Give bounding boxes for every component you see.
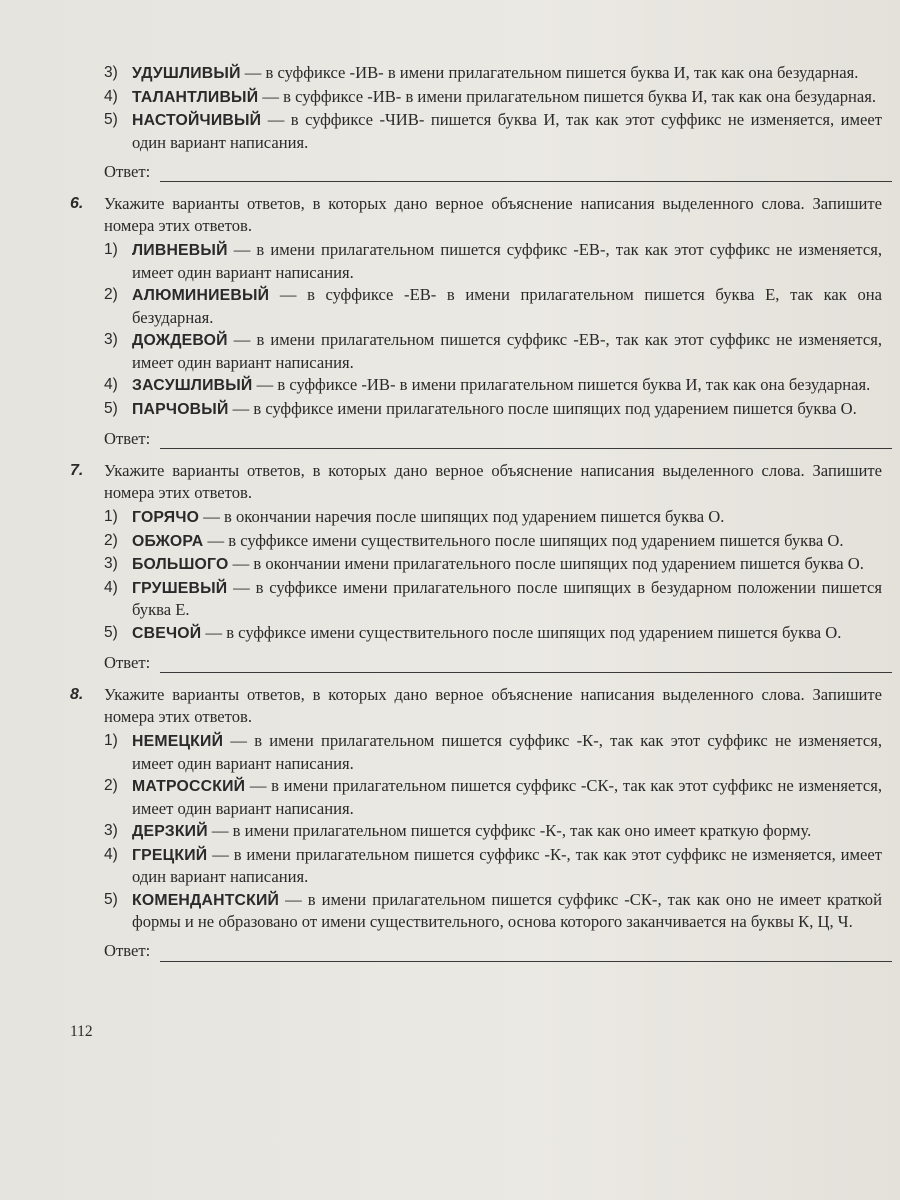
answer-option: 1) ГОРЯЧО — в окончании наречия после шипящих под ударением пишется буква О. xyxy=(104,507,725,526)
highlighted-word: ДЕРЗКИЙ xyxy=(132,823,208,840)
answer-option: 5) СВЕЧОЙ — в суффиксе имени существительного после шипящих под ударением пишется буква О. xyxy=(104,622,842,642)
page-number: 112 xyxy=(70,1023,93,1040)
highlighted-word: ОБЖОРА xyxy=(132,532,204,550)
highlighted-word: ЗАСУШЛИВЫЙ xyxy=(132,377,253,394)
task-number: 8. xyxy=(70,686,84,703)
answer-option: 4) ГРУШЕВЫЙ — в суффиксе имени прилагательного после шипящих в безударном положении пишется буква Е. xyxy=(104,577,882,619)
highlighted-word: ЛИВНЕВЫЙ xyxy=(132,242,228,259)
highlighted-word: ГРЕЦКИЙ xyxy=(132,846,208,864)
highlighted-word: ПАРЧОВЫЙ xyxy=(132,400,229,418)
answer-input-line[interactable] xyxy=(160,945,892,962)
answer-option: 1) НЕМЕЦКИЙ — в имени прилагательном пишется суффикс -К-, так как этот суффикс не изменяется, имеет один вариант написания. xyxy=(104,731,882,773)
highlighted-word: СВЕЧОЙ xyxy=(132,624,202,642)
highlighted-word: КОМЕНДАНТСКИЙ xyxy=(132,891,280,909)
answer-line: Ответ: xyxy=(70,940,882,962)
answer-option: 3) ДЕРЗКИЙ — в имени прилагательном пишется суффикс -К-, так как оно имеет краткую форму. xyxy=(104,821,812,840)
answer-option: 4) ГРЕЦКИЙ — в имени прилагательном пишется суффикс -К-, так как этот суффикс не изменяется, имеет один вариант написания. xyxy=(104,844,882,886)
answer-option: 2) АЛЮМИНИЕВЫЙ — в суффиксе -ЕВ- в имени прилагательном пишется буква Е, так как она безударная. xyxy=(104,285,882,327)
task-number: 6. xyxy=(70,195,84,212)
task-prompt: 6. Укажите варианты ответов, в которых дано верное объяснение написания выделенного слова. Запишите номера этих ответов. xyxy=(70,194,882,235)
answer-option: 4) ЗАСУШЛИВЫЙ — в суффиксе -ИВ- в имени прилагательном пишется буква И, так как она безударная. xyxy=(104,375,871,394)
task-prompt: 8. Укажите варианты ответов, в которых дано верное объяснение написания выделенного слова. Запишите номера этих ответов. xyxy=(70,685,882,726)
highlighted-word: НАСТОЙЧИВЫЙ xyxy=(132,112,262,129)
task-6 xyxy=(70,193,882,449)
highlighted-word: ТАЛАНТЛИВЫЙ xyxy=(132,88,259,106)
highlighted-word: НЕМЕЦКИЙ xyxy=(132,733,224,750)
highlighted-word: ГРУШЕВЫЙ xyxy=(132,579,228,597)
answer-option: 5) ПАРЧОВЫЙ — в суффиксе имени прилагательного после шипящих под ударением пишется буква О. xyxy=(104,398,857,418)
highlighted-word: ДОЖДЕВОЙ xyxy=(132,332,228,349)
answer-option: 1) ЛИВНЕВЫЙ — в имени прилагательном пишется суффикс -ЕВ-, так как этот суффикс не изменяется, имеет один вариант написания. xyxy=(104,240,882,282)
answer-option: 2) ОБЖОРА — в суффиксе имени существительного после шипящих под ударением пишется буква О. xyxy=(104,530,844,550)
task-prompt: 7. Укажите варианты ответов, в которых дано верное объяснение написания выделенного слова. Запишите номера этих ответов. xyxy=(70,461,882,502)
task-8 xyxy=(70,684,882,962)
highlighted-word: АЛЮМИНИЕВЫЙ xyxy=(132,287,270,304)
highlighted-word: ГОРЯЧО xyxy=(132,509,200,526)
answer-option: 4) ТАЛАНТЛИВЫЙ — в суффиксе -ИВ- в имени прилагательном пишется буква И, так как она безударная. xyxy=(104,86,877,106)
task-number: 7. xyxy=(70,462,84,479)
answer-option: 3) УДУШЛИВЫЙ — в суффиксе -ИВ- в имени прилагательном пишется буква И, так как она безударная. xyxy=(104,63,859,82)
answer-input-line[interactable] xyxy=(160,432,892,449)
answer-line: Ответ: xyxy=(70,427,882,449)
answer-option: 5) НАСТОЙЧИВЫЙ — в суффиксе -ЧИВ- пишется буква И, так как этот суффикс не изменяется, имеет один вариант написания. xyxy=(104,110,882,152)
task-7 xyxy=(70,460,882,673)
answer-line: Ответ: xyxy=(70,651,882,673)
highlighted-word: УДУШЛИВЫЙ xyxy=(132,65,241,82)
highlighted-word: МАТРОССКИЙ xyxy=(132,778,246,795)
answer-option: 3) БОЛЬШОГО — в окончании имени прилагательного после шипящих под ударением пишется буква О. xyxy=(104,554,864,573)
answer-option: 5) КОМЕНДАНТСКИЙ — в имени прилагательном пишется суффикс -СК-, так как оно не имеет краткой формы и не образовано от имени существительного, основа которого заканчивается на буквы К, Ц, Ч. xyxy=(104,889,882,931)
answer-line: Ответ: xyxy=(70,160,882,182)
answer-option: 2) МАТРОССКИЙ — в имени прилагательном пишется суффикс -СК-, так как этот суффикс не изменяется, имеет один вариант написания. xyxy=(104,776,882,818)
highlighted-word: БОЛЬШОГО xyxy=(132,556,229,573)
task-5-continuation xyxy=(70,62,882,182)
answer-option: 3) ДОЖДЕВОЙ — в имени прилагательном пишется суффикс -ЕВ-, так как этот суффикс не изменяется, имеет один вариант написания. xyxy=(104,330,882,372)
answer-input-line[interactable] xyxy=(160,656,892,673)
answer-input-line[interactable] xyxy=(160,165,892,182)
